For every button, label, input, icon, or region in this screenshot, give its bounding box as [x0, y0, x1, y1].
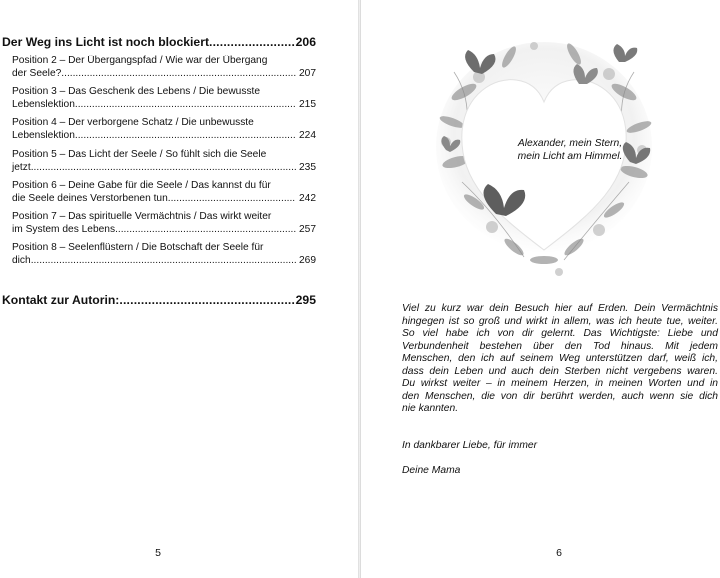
toc-leader-dots: [75, 130, 296, 143]
letter-signature: Deine Mama: [402, 465, 461, 476]
toc-entry-position-2[interactable]: [12, 55, 316, 80]
toc-contact-heading[interactable]: [2, 293, 316, 307]
toc-entry-line1: Position 8 – Seelenflüstern / Die Botschaft der Seele für: [12, 242, 264, 253]
toc-entry-line1: Position 6 – Deine Gabe für die Seele / Das kannst du für: [12, 180, 271, 191]
toc-entry-position-5[interactable]: [12, 149, 316, 174]
toc-entry-line1: Position 7 – Das spirituelle Vermächtnis / Das wirkt weiter: [12, 211, 272, 222]
toc-entry-line2: der Seele?: [12, 67, 62, 79]
toc-section-heading-page: 206: [295, 35, 316, 49]
toc-entry-line2: Lebenslektion: [12, 98, 75, 110]
letter-line: nie kannten.: [402, 403, 459, 414]
toc-entry-line1: Position 2 – Der Übergangspfad / Wie war der Übergang: [12, 55, 268, 66]
letter-line: Du wirkst weiter – in meinem Herzen, in meinen Worten und in: [402, 378, 718, 389]
toc-entry-page: 235: [299, 161, 316, 173]
letter-line: So viel habe ich von dir gelernt. Das Wichtigste: Liebe und: [402, 328, 718, 339]
toc-entry-page: 207: [299, 67, 316, 79]
toc-entry-line2: dich: [12, 254, 31, 266]
letter-line: hingegen ist so groß und wirkt in allem, was ich heute tue, weiter.: [402, 315, 718, 327]
toc-entry-position-6[interactable]: [12, 180, 316, 205]
toc-leader-dots: [31, 255, 296, 268]
toc-entry-page: 242: [299, 192, 316, 204]
toc-entry-position-8[interactable]: [12, 242, 316, 267]
letter-line: dass dein Leben und auch dein Sterben nicht vergebens waren.: [402, 365, 718, 377]
toc-leader-dots: [115, 224, 296, 237]
toc-leader-dots: [31, 162, 296, 175]
toc-contact-heading-page: 295: [295, 293, 316, 307]
heart-caption-line: Alexander, mein Stern,: [517, 138, 623, 149]
toc-entry-line1: Position 3 – Das Geschenk des Lebens / Die bewusste: [12, 86, 261, 97]
right-page-number: 6: [556, 547, 562, 559]
toc-contact-heading-title: Kontakt zur Autorin:: [2, 293, 120, 307]
toc-entry-page: 257: [299, 223, 316, 235]
heart-caption: [496, 138, 644, 163]
toc-entry-line2: Lebenslektion: [12, 129, 75, 141]
letter-closing: In dankbarer Liebe, für immer: [402, 440, 538, 451]
toc-leader-dots: [61, 68, 296, 81]
toc-entry-line2: im System des Lebens: [12, 223, 116, 235]
toc-entry-position-3[interactable]: [12, 86, 316, 111]
dedication-letter: [402, 303, 718, 416]
toc-entry-line2: die Seele deines Verstorbenen tun: [12, 192, 168, 204]
letter-line: Viel zu kurz war dein Besuch hier auf Erden. Dein Vermächtnis: [402, 303, 718, 314]
toc-leader-dots: [209, 35, 296, 49]
toc-entry-position-4[interactable]: [12, 117, 316, 142]
letter-line: den Menschen, die von dir berührt werden, auch wenn sie dich: [402, 390, 718, 402]
toc-leader-dots: [119, 293, 295, 307]
toc-entry-page: 269: [299, 254, 316, 266]
toc-entry-line2: jetzt: [12, 161, 31, 173]
toc-section-heading-title: Der Weg ins Licht ist noch blockiert: [2, 35, 209, 49]
toc-section-heading[interactable]: [2, 35, 316, 49]
toc-leader-dots: [168, 193, 296, 206]
left-page-number: 5: [155, 547, 161, 559]
letter-line: Menschen, den ich auf seinem Weg unterstützen darf, weiß ich,: [402, 353, 718, 364]
toc-leader-dots: [75, 99, 296, 112]
toc-entry-line1: Position 4 – Der verborgene Schatz / Die unbewusste: [12, 117, 254, 128]
toc-entry-page: 215: [299, 98, 316, 110]
letter-line: Verbundenheit bestehen über den Tod hinaus. Mit jedem: [402, 340, 718, 352]
toc-entry-page: 224: [299, 129, 316, 141]
heart-caption-line: mein Licht am Himmel.: [517, 150, 623, 162]
toc-entry-position-7[interactable]: [12, 211, 316, 236]
toc-entry-line1: Position 5 – Das Licht der Seele / So fühlt sich die Seele: [12, 149, 267, 160]
